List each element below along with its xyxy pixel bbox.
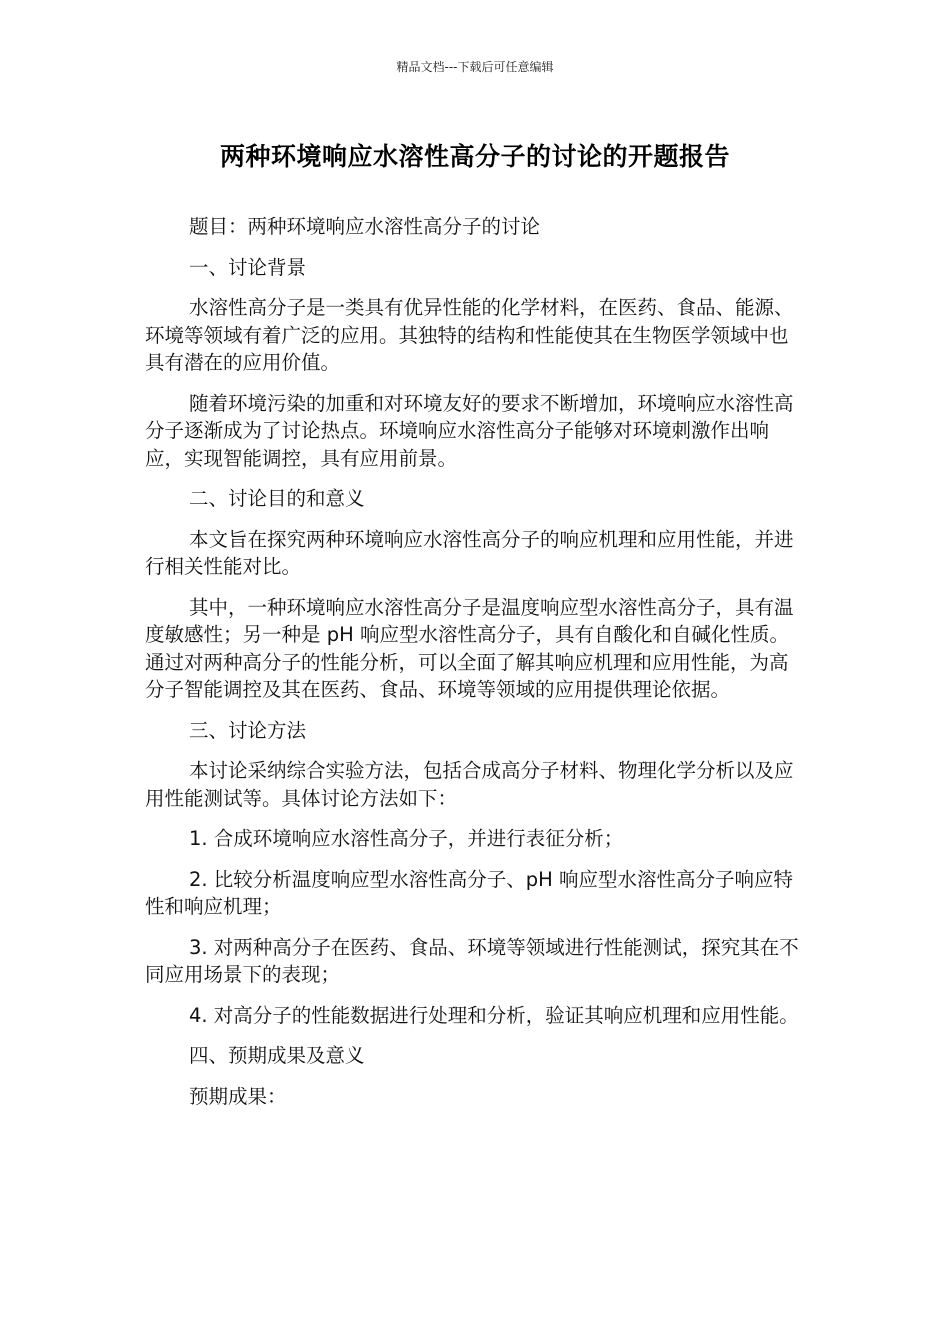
section-heading-method: 三、讨论方法 (189, 718, 307, 742)
document-title: 两种环境响应水溶性高分子的讨论的开题报告 (219, 142, 730, 171)
expected-outcomes-label: 预期成果： (189, 1084, 287, 1108)
paragraph-background-2: 随着环境污染的加重和对环境友好的要求不断增加，环境响应水溶性高分子逐渐成为了讨论热点。环境响应水溶性高分子能够对环境刺激作出响应，实现智能调控，具有应用前景。 (145, 391, 794, 470)
paragraph-method-intro: 本讨论采纳综合实验方法，包括合成高分子材料、物理化学分析以及应用性能测试等。具体讨论方法如下： (145, 759, 794, 810)
section-heading-outcomes: 四、预期成果及意义 (189, 1044, 365, 1067)
document-body (145, 213, 807, 1123)
method-item-1: 1. 合成环境响应水溶性高分子，并进行表征分析； (189, 827, 624, 850)
paragraph-purpose-2: 其中，一种环境响应水溶性高分子是温度响应型水溶性高分子，具有温度敏感性；另一种是 pH 响应型水溶性高分子，具有自酸化和自碱化性质。通过对两种高分子的性能分析，可以全面了解其响应机理和应用性能，为高分子智能调控及其在医药、食品、环境等领域的应用提供理论依据。 (145, 595, 794, 701)
section-heading-background: 一、讨论背景 (189, 255, 307, 279)
paragraph-background-1: 水溶性高分子是一类具有优异性能的化学材料，在医药、食品、能源、环境等领域有着广泛的应用。其独特的结构和性能使其在生物医学领域中也具有潜在的应用价值。 (145, 296, 794, 374)
section-heading-purpose: 二、讨论目的和意义 (189, 487, 365, 510)
method-item-2: 2. 比较分析温度响应型水溶性高分子、pH 响应型水溶性高分子响应特性和响应机理； (145, 867, 794, 918)
method-item-3: 3. 对两种高分子在医药、食品、环境等领域进行性能测试，探究其在不同应用场景下的表现； (145, 935, 799, 986)
subject-line: 题目：两种环境响应水溶性高分子的讨论 (189, 215, 541, 238)
method-item-4: 4. 对高分子的性能数据进行处理和分析，验证其响应机理和应用性能。 (189, 1003, 799, 1027)
paragraph-purpose-1: 本文旨在探究两种环境响应水溶性高分子的响应机理和应用性能，并进行相关性能对比。 (145, 527, 794, 578)
page-header: 精品文档---下载后可任意编辑 (396, 60, 554, 74)
